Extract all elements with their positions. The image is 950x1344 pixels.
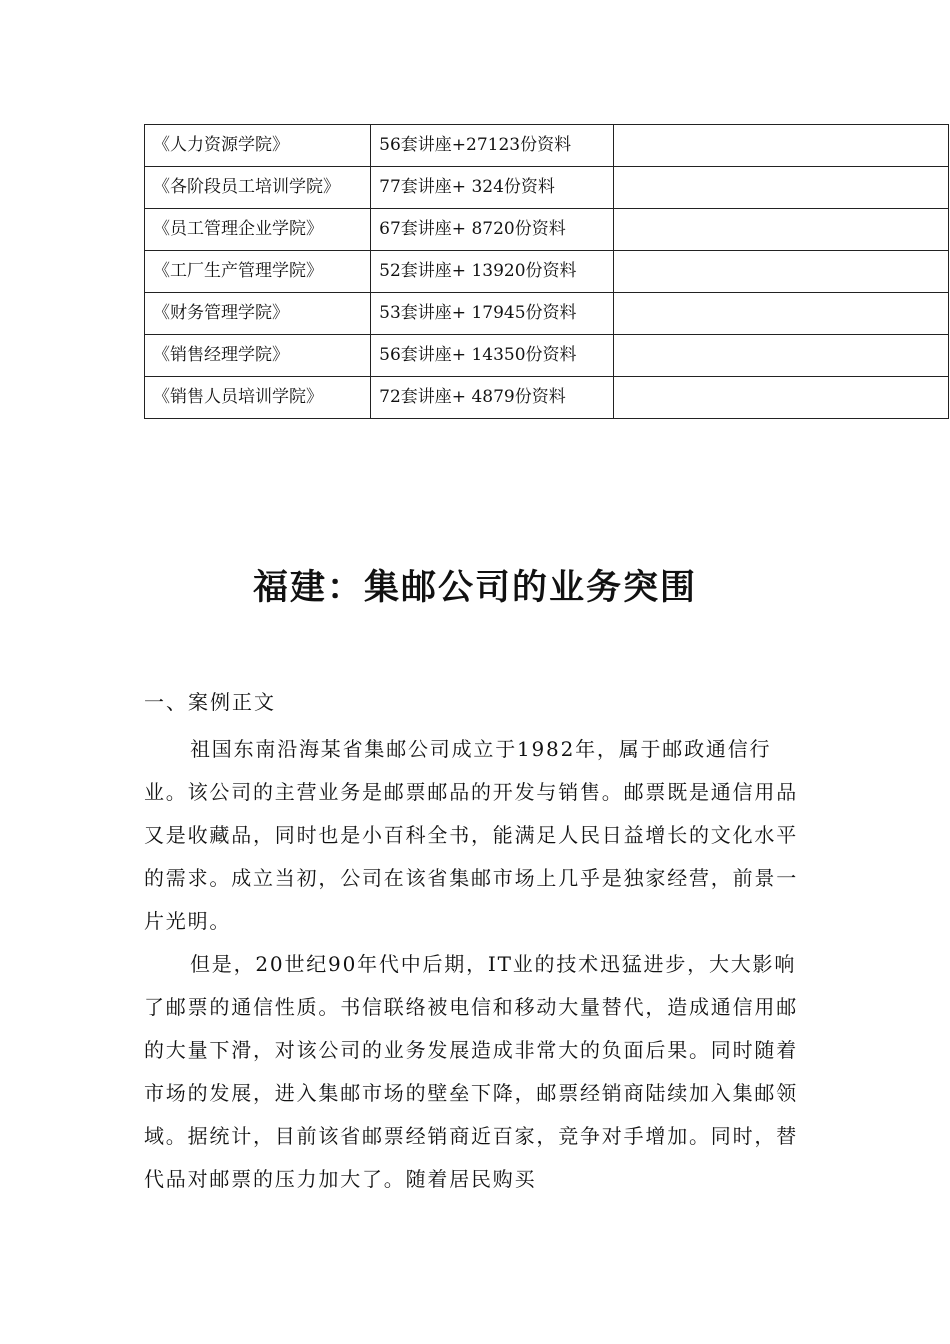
table-cell-note	[614, 377, 949, 419]
table-cell-name: 《工厂生产管理学院》	[145, 251, 371, 293]
table-cell-content: 56套讲座+27123份资料	[371, 125, 614, 167]
table-cell-name: 《财务管理学院》	[145, 293, 371, 335]
table-cell-content: 52套讲座+ 13920份资料	[371, 251, 614, 293]
table-cell-content: 53套讲座+ 17945份资料	[371, 293, 614, 335]
table-cell-name: 《员工管理企业学院》	[145, 209, 371, 251]
body-paragraph: 祖国东南沿海某省集邮公司成立于1982年，属于邮政通信行业。该公司的主营业务是邮票邮品的开发与销售。邮票既是通信用品又是收藏品，同时也是小百科全书，能满足人民日益增长的文化水平的需求。成立当初，公司在该省集邮市场上几乎是独家经营，前景一片光明。	[144, 737, 798, 933]
section-heading: 一、案例正文	[144, 690, 276, 714]
table-cell-content: 67套讲座+ 8720份资料	[371, 209, 614, 251]
table-cell-note	[614, 167, 949, 209]
table-row	[145, 209, 949, 251]
table-row	[145, 251, 949, 293]
table-cell-name: 《销售人员培训学院》	[145, 377, 371, 419]
table-cell-name: 《各阶段员工培训学院》	[145, 167, 371, 209]
table-cell-name: 《销售经理学院》	[145, 335, 371, 377]
catalog-table	[144, 124, 949, 419]
table-row	[145, 125, 949, 167]
article-body	[144, 728, 804, 1201]
table-cell-note	[614, 335, 949, 377]
table-cell-note	[614, 293, 949, 335]
body-paragraph: 但是，20世纪90年代中后期，IT业的技术迅猛进步，大大影响了邮票的通信性质。书信联络被电信和移动大量替代，造成通信用邮的大量下滑，对该公司的业务发展造成非常大的负面后果。同时随着市场的发展，进入集邮市场的壁垒下降，邮票经销商陆续加入集邮领域。据统计，目前该省邮票经销商近百家，竞争对手增加。同时，替代品对邮票的压力加大了。随着居民购买	[144, 952, 798, 1191]
table-cell-name: 《人力资源学院》	[145, 125, 371, 167]
table-cell-note	[614, 209, 949, 251]
article-title: 福建：集邮公司的业务突围	[252, 568, 697, 608]
table-cell-content: 77套讲座+ 324份资料	[371, 167, 614, 209]
table-cell-content: 56套讲座+ 14350份资料	[371, 335, 614, 377]
table-cell-content: 72套讲座+ 4879份资料	[371, 377, 614, 419]
table-row	[145, 335, 949, 377]
table-row	[145, 377, 949, 419]
table-row	[145, 167, 949, 209]
table-cell-note	[614, 125, 949, 167]
table-cell-note	[614, 251, 949, 293]
table-row	[145, 293, 949, 335]
